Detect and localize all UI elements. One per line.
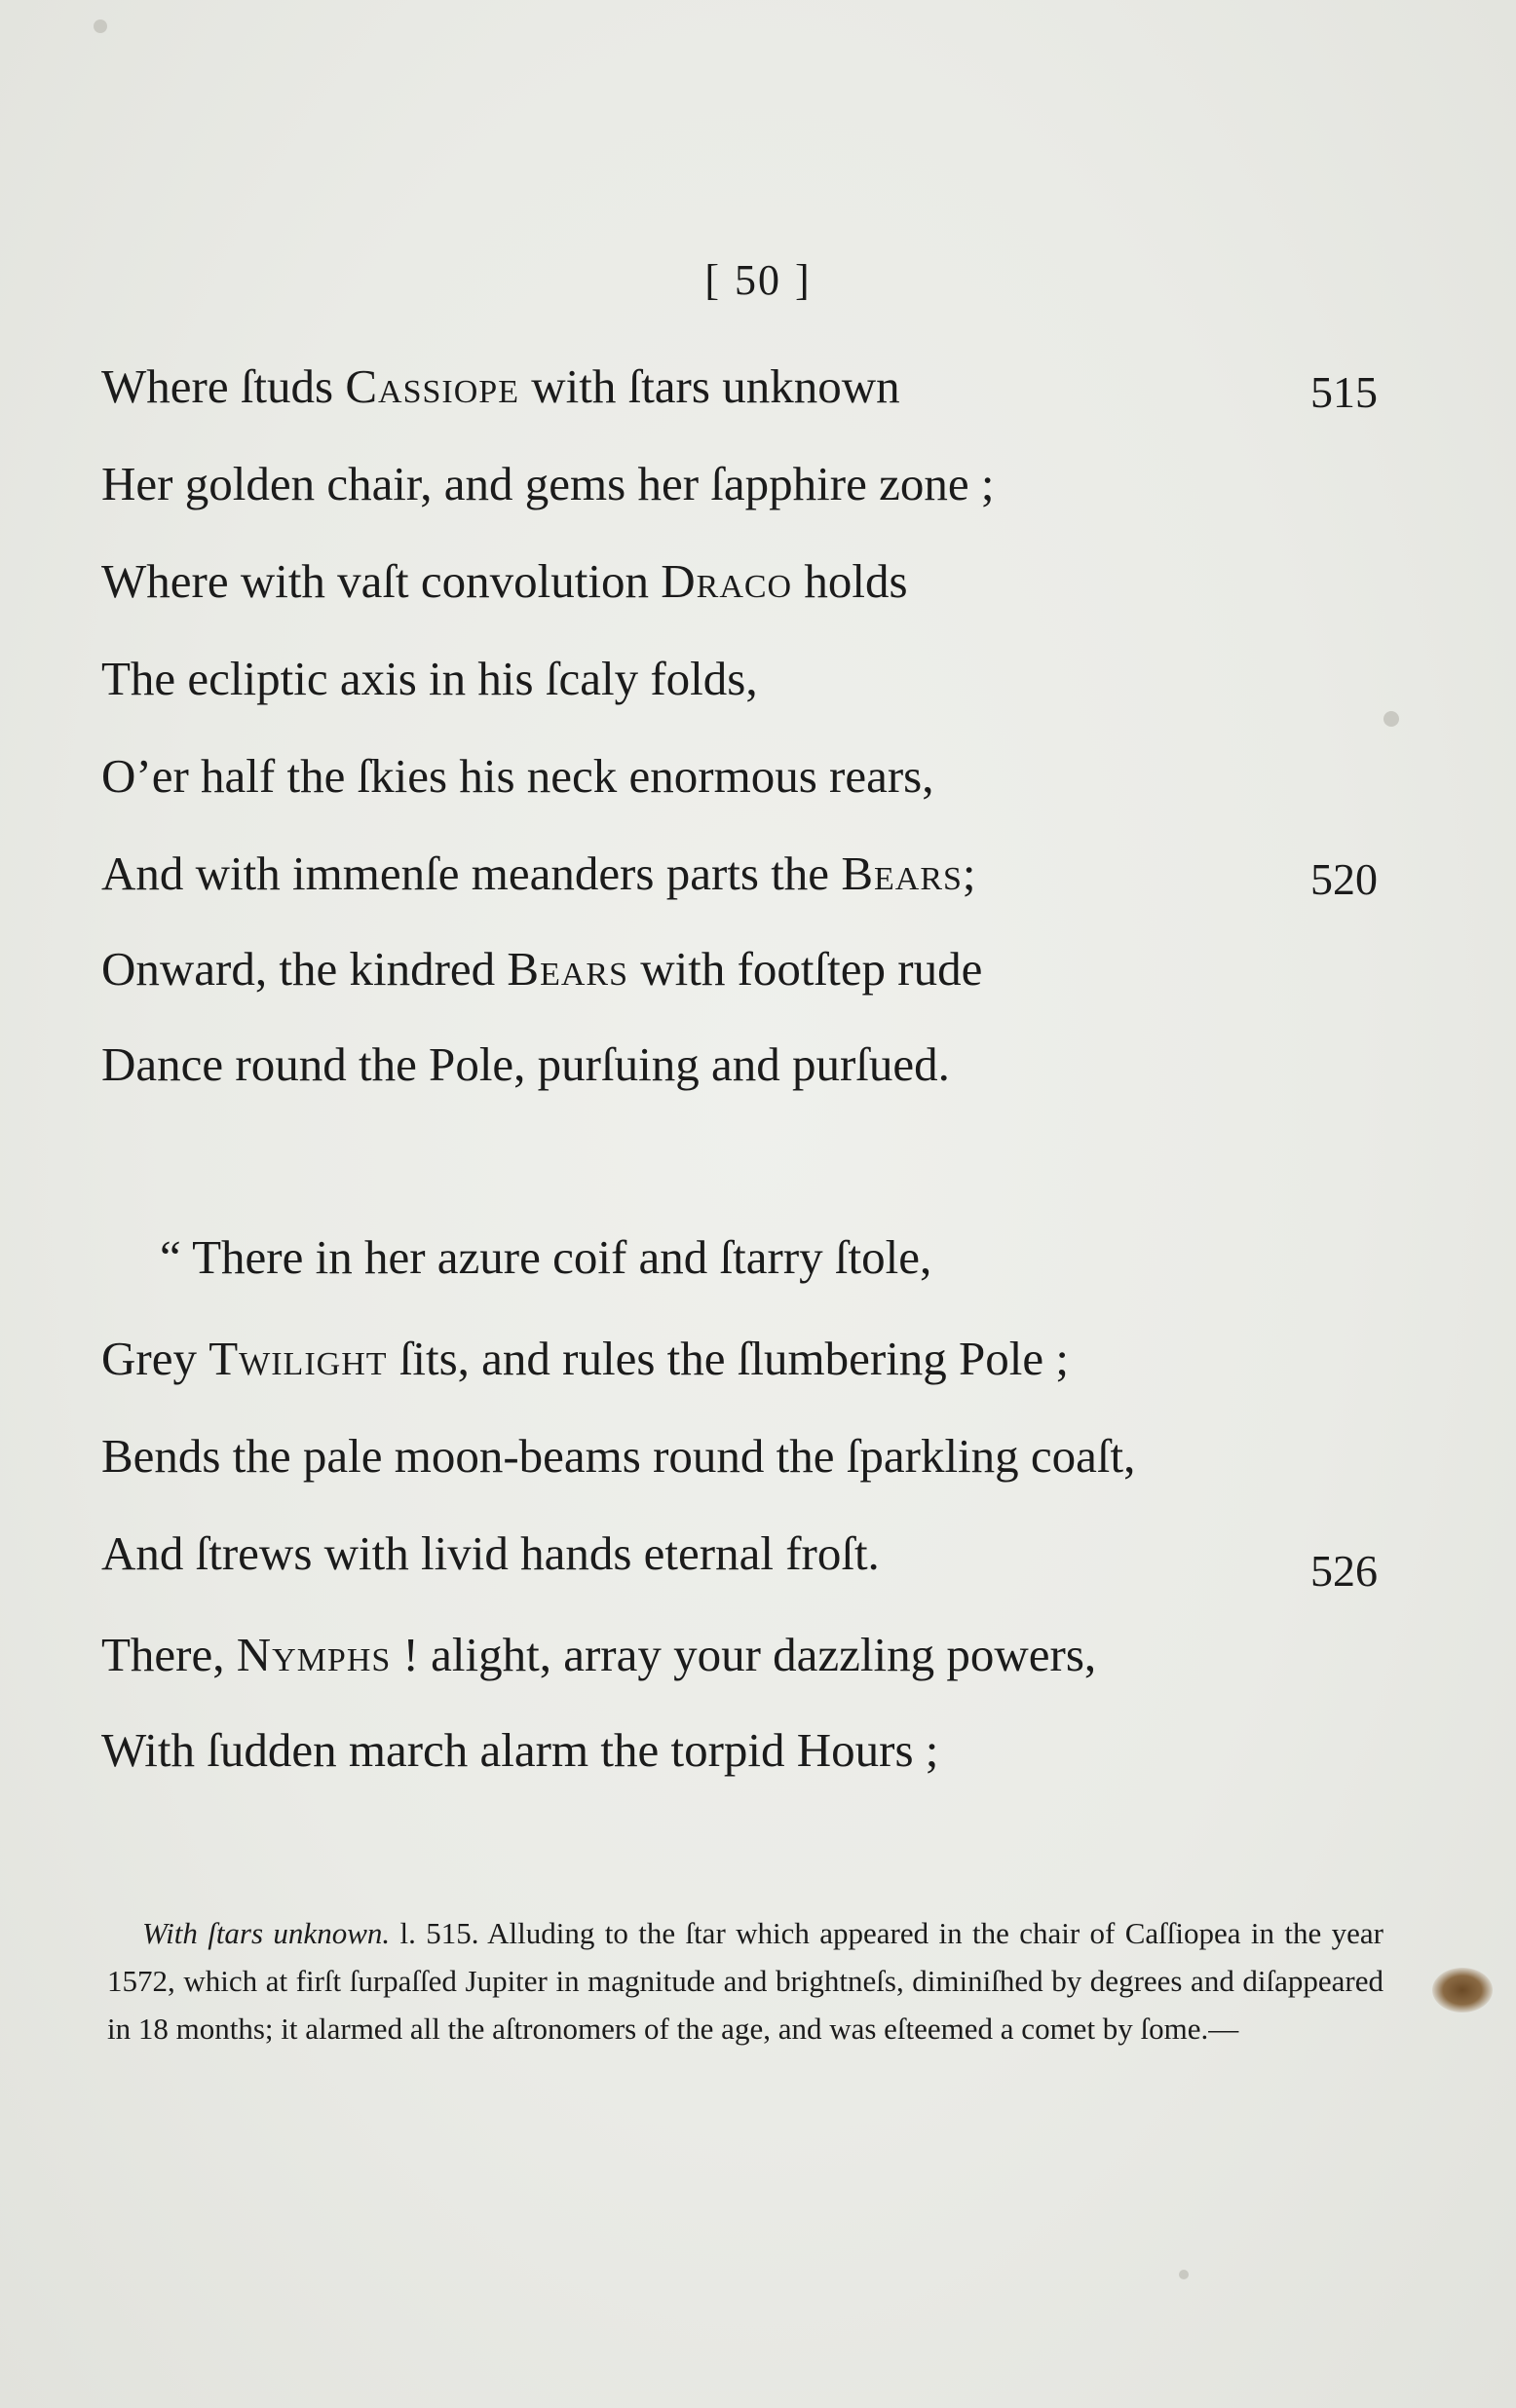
verse-line-stanza-start: “ There in her azure coif and ſtarry ſtole, <box>160 1230 932 1284</box>
small-caps-name: Draco <box>661 554 793 608</box>
verse-line: O’er half the ſkies his neck enormous rears, <box>101 749 934 803</box>
paper-speck <box>1179 2270 1189 2279</box>
verse-line: Where ſtuds Cassiope with ſtars unknown 515 <box>101 339 1378 434</box>
verse-line: With ſudden march alarm the torpid Hours ; <box>101 1723 939 1777</box>
verse-line: Bends the pale moon-beams round the ſparkling coaſt, <box>101 1429 1136 1483</box>
small-caps-name: Bears <box>841 847 963 900</box>
verse-line: And ſtrews with livid hands eternal froſt. 526 <box>101 1506 1378 1601</box>
footnote <box>107 1909 1383 2052</box>
line-number: 520 <box>1310 854 1378 904</box>
folio-open-bracket: [ <box>704 256 721 304</box>
paper-speck <box>1383 711 1399 727</box>
page-number <box>0 255 1516 305</box>
verse-line: Her golden chair, and gems her ſapphire zone ; <box>101 457 995 510</box>
line-number: 515 <box>1310 367 1378 417</box>
small-caps-name: Bears <box>507 942 628 996</box>
footnote-text: l. 515. Alluding to the ſtar which appeared in the chair of Caſſiopea in the year 1572, which at firſt ſurpaſſed Jupiter in magnitude and brightneſs, diminiſhed by degrees and diſappeared in 18 months; it alarmed all the aſtronomers of the age, and was eſteemed a comet by ſome.— <box>107 1916 1383 2046</box>
verse-line: And with immenſe meanders parts the Bears; 520 <box>101 826 1378 922</box>
small-caps-name: Nymphs <box>236 1628 392 1681</box>
footnote-lemma: With ſtars unknown. <box>142 1916 391 1950</box>
verse-line: Onward, the kindred Bears with footſtep rude <box>101 942 983 996</box>
verse-line: Dance round the Pole, purſuing and purſued. <box>101 1037 950 1091</box>
verse-line: Where with vaſt convolution Draco holds <box>101 554 908 608</box>
small-caps-name: Twilight <box>208 1332 388 1385</box>
verse-line: Grey Twilight ſits, and rules the ſlumbering Pole ; <box>101 1332 1070 1385</box>
small-caps-name: Cassiope <box>345 359 519 413</box>
paper-stain <box>1432 1968 1493 2013</box>
folio-number: 50 <box>735 256 781 304</box>
folio-close-bracket: ] <box>795 256 812 304</box>
paper-speck <box>94 19 107 33</box>
verse-line: There, Nymphs ! alight, array your dazzling powers, <box>101 1628 1097 1681</box>
line-number: 526 <box>1310 1546 1378 1596</box>
verse-line: The ecliptic axis in his ſcaly folds, <box>101 652 758 705</box>
